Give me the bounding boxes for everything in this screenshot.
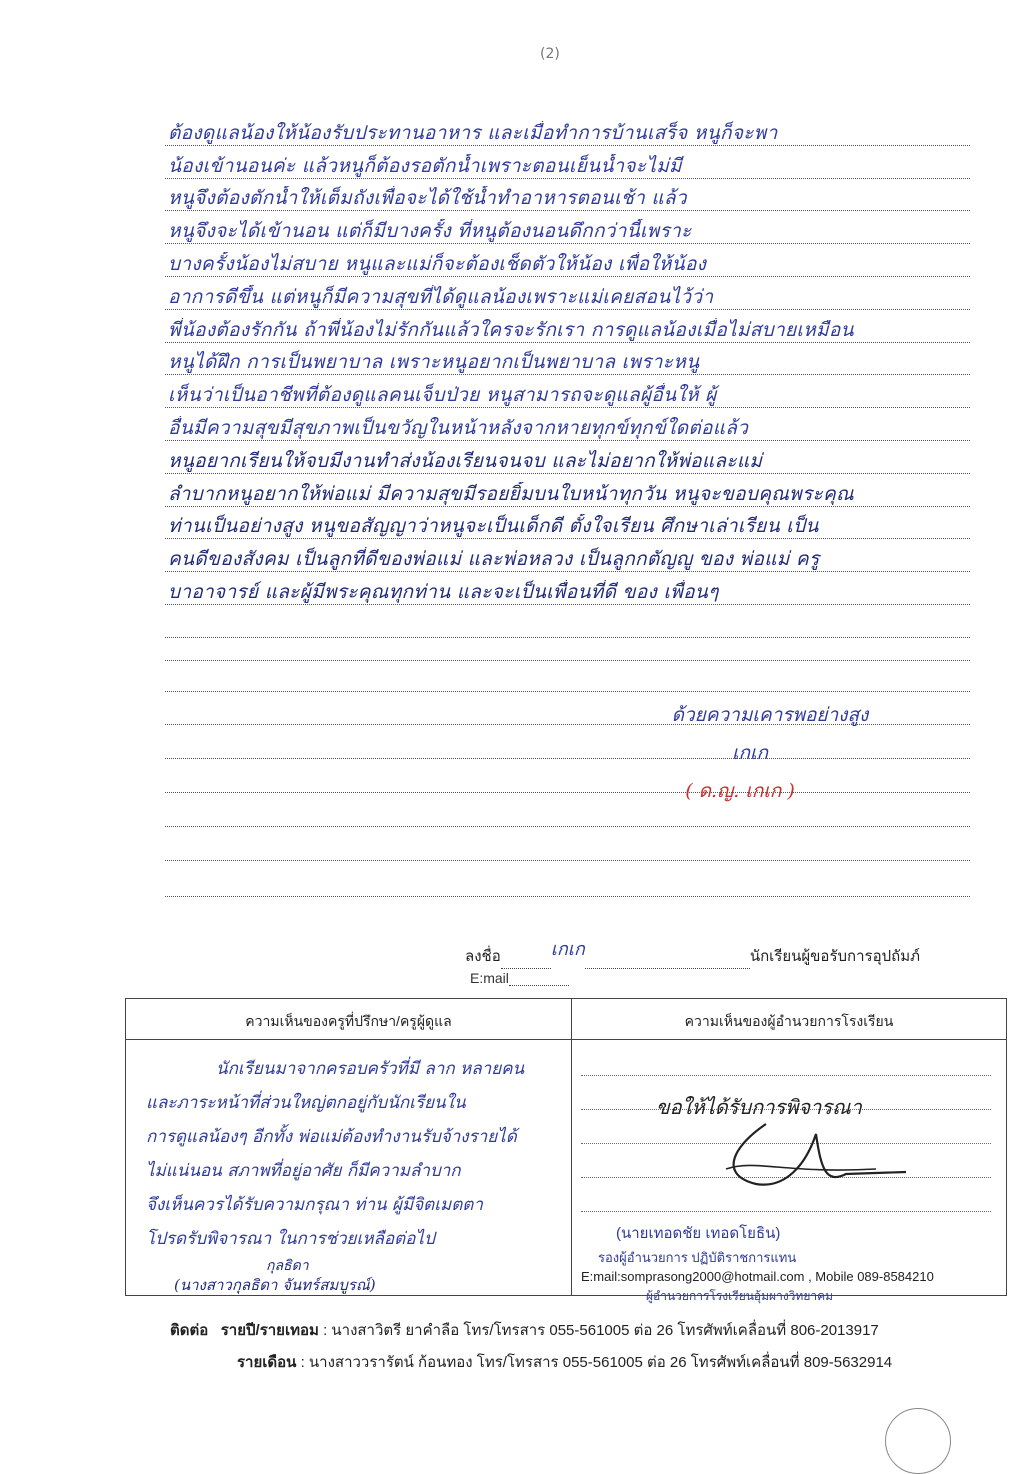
sign-label: ลงชื่อ: [465, 948, 501, 965]
contact-label: ติดต่อ: [170, 1322, 209, 1339]
letter-line: พี่น้องต้องรักกัน ถ้าพี่น้องไม่รักกันแล้วใครจะรักเรา การดูแลน้องเมื่อไม่สบายเหมือน: [168, 319, 854, 341]
ruled-line: [165, 758, 970, 759]
principal-comment: ขอให้ได้รับการพิจารณา: [656, 1095, 862, 1119]
opinion-box: [125, 998, 1007, 1303]
ruled-line: [165, 691, 970, 692]
ruled-line: [165, 604, 970, 605]
letter-line: เห็นว่าเป็นอาชีพที่ต้องดูแลคนเจ็บป่วย หนูสามารถจะดูแลผู้อื่นให้ ผู้: [168, 384, 717, 406]
teacher-comment-line: จึงเห็นควรได้รับความกรุณา ท่าน ผู้มีจิตเมตตา: [146, 1195, 483, 1215]
email-row: [470, 970, 569, 986]
teacher-signature: กุลธิดา: [266, 1258, 309, 1274]
email-dots: [509, 985, 569, 986]
student-role-label: นักเรียนผู้ขอรับการอุปถัมภ์: [749, 948, 920, 965]
ruled-line: [165, 896, 970, 897]
closing-printed-name: ( ด.ญ. เกเก ): [685, 780, 795, 802]
letter-line: หนูจึงจะได้เข้านอน แต่ก็มีบางครั้ง ที่หนูต้องนอนดึกกว่านี้เพราะ: [168, 220, 692, 242]
letter-line: หนูได้ฝึก การเป็นพยาบาล เพราะหนูอยากเป็นพยาบาล เพราะหนู: [168, 351, 700, 373]
teacher-opinion-title: ความเห็นของครูที่ปรึกษา/ครูผู้ดูแล: [245, 1013, 452, 1029]
letter-line: หนูจึงต้องตักน้ำให้เต็มถังเพื่อจะได้ใช้น้ำทำอาหารตอนเช้า แล้ว: [168, 187, 687, 209]
letter-line: น้องเข้านอนค่ะ แล้วหนูก็ต้องรอตักน้ำเพราะตอนเย็นน้ำจะไม่มี: [168, 155, 682, 177]
teacher-comment-line: การดูแลน้องๆ อีกทั้ง พ่อแม่ต้องทำงานรับจ้างรายได้: [146, 1127, 517, 1147]
letter-line: บาอาจารย์ และผู้มีพระคุณทุกท่าน และจะเป็นเพื่อนที่ดี ของ เพื่อนๆ: [168, 581, 719, 603]
sign-dots: [501, 968, 551, 969]
sign-dots: [585, 968, 750, 969]
letter-line: ลำบากหนูอยากให้พ่อแม่ มีความสุขมีรอยยิ้มบนใบหน้าทุกวัน หนูจะขอบคุณพระคุณ: [168, 483, 854, 505]
letter-line: บางครั้งน้องไม่สบาย หนูและแม่ก็จะต้องเช็ดตัวให้น้อง เพื่อให้น้อง: [168, 253, 707, 275]
principal-opinion-title: ความเห็นของผู้อำนวยการโรงเรียน: [684, 1013, 894, 1029]
contact-yearly-detail: : นางสาวิตรี ยาคำลือ โทร/โทรสาร 055-561005 ต่อ 26 โทรศัพท์เคลื่อนที่ 806-2013917: [323, 1322, 879, 1339]
teacher-printed-name: (นางสาวกุลธิดา จันทร์สมบูรณ์): [174, 1276, 376, 1294]
contact-monthly: [237, 1350, 892, 1374]
ruled-line: [165, 660, 970, 661]
student-sign-row: [465, 940, 920, 969]
ruled-line: [165, 309, 970, 310]
corner-stamp-mark: [885, 1408, 951, 1474]
ruled-line: [165, 506, 970, 507]
teacher-comment-line: และภาระหน้าที่ส่วนใหญ่ตกอยู่กับนักเรียนใน: [146, 1093, 466, 1113]
ruled-line: [165, 571, 970, 572]
letter-line: อื่นมีความสุขมีสุขภาพเป็นขวัญในหน้าหลังจากหายทุกข์ทุกข์ใดต่อแล้ว: [168, 417, 749, 439]
ruled-line: [165, 860, 970, 861]
letter-line: คนดีของสังคม เป็นลูกที่ดีของพ่อแม่ และพ่อหลวง เป็นลูกกตัญญู ของ พ่อแม่ ครู: [168, 548, 820, 570]
closing-salutation: ด้วยความเคารพอย่างสูง: [671, 704, 869, 726]
opinion-box-divider: [571, 999, 572, 1295]
ruled-line: [165, 473, 970, 474]
ruled-line: [165, 792, 970, 793]
ruled-line: [165, 826, 970, 827]
page-number: (2): [540, 46, 560, 62]
ruled-line: [165, 145, 970, 146]
contact-monthly-type: รายเดือน: [237, 1354, 297, 1371]
letter-line: ท่านเป็นอย่างสูง หนูขอสัญญาว่าหนูจะเป็นเด็กดี ตั้งใจเรียน ศึกษาเล่าเรียน เป็น: [168, 515, 819, 537]
contact-yearly: [170, 1318, 879, 1342]
ruled-line: [165, 374, 970, 375]
letter-line: อาการดีขึ้น แต่หนูก็มีความสุขที่ได้ดูแลน้องเพราะแม่เคยสอนไว้ว่า: [168, 286, 714, 308]
letter-line: ต้องดูแลน้องให้น้องรับประทานอาหาร และเมื่อทำการบ้านเสร็จ หนูก็จะพา: [168, 122, 778, 144]
ruled-line: [165, 243, 970, 244]
student-sign-name: เกเก: [550, 939, 585, 960]
principal-dotted-line: [581, 1075, 991, 1076]
email-label: E:mail: [470, 970, 509, 986]
contact-yearly-type: รายปี/รายเทอม: [220, 1322, 319, 1339]
closing-signature: เกเก: [732, 742, 768, 764]
ruled-line: [165, 440, 970, 441]
teacher-comment-line: นักเรียนมาจากครอบครัวที่มี ลาก หลายคน: [216, 1059, 525, 1079]
teacher-comment-line: โปรดรับพิจารณา ในการช่วยเหลือต่อไป: [146, 1229, 435, 1249]
ruled-line: [165, 538, 970, 539]
ruled-line: [165, 407, 970, 408]
teacher-comment-line: ไม่แน่นอน สภาพที่อยู่อาศัย ก็มีความลำบาก: [146, 1161, 461, 1181]
ruled-line: [165, 210, 970, 211]
principal-dotted-line: [581, 1211, 991, 1212]
principal-contact: E:mail:somprasong2000@hotmail.com , Mobile 089-8584210: [581, 1269, 934, 1284]
principal-printed-name: (นายเทอดชัย เทอดโยธิน): [616, 1225, 781, 1242]
principal-role-line2: ผู้อำนวยการโรงเรียนอุ้มผางวิทยาคม: [646, 1289, 834, 1303]
ruled-line: [165, 637, 970, 638]
ruled-line: [165, 276, 970, 277]
principal-role-line1: รองผู้อำนวยการ ปฏิบัติราชการแทน: [598, 1250, 797, 1265]
contact-monthly-detail: : นางสาววรารัตน์ ก้อนทอง โทร/โทรสาร 055-561005 ต่อ 26 โทรศัพท์เคลื่อนที่ 809-5632914: [300, 1354, 893, 1371]
principal-signature-mark: [696, 1114, 916, 1204]
letter-line: หนูอยากเรียนให้จบมีงานทำส่งน้องเรียนจนจบ และไม่อยากให้พ่อและแม่: [168, 450, 763, 472]
ruled-line: [165, 342, 970, 343]
ruled-line: [165, 178, 970, 179]
